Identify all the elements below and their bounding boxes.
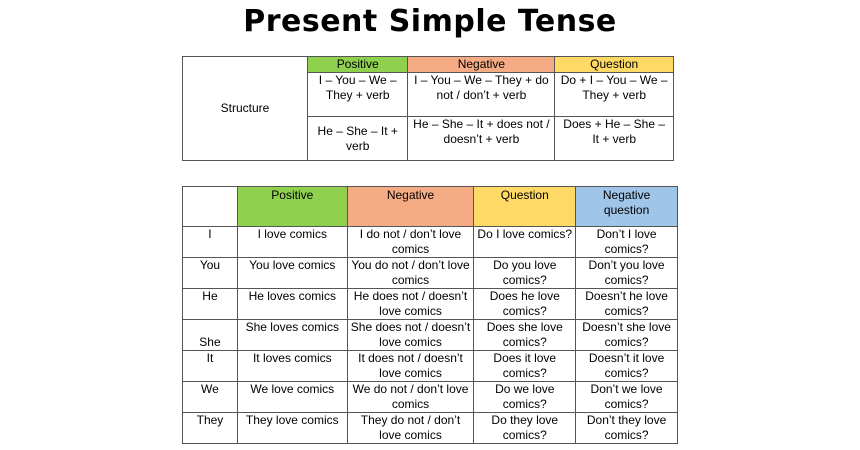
table-cell: Doesn’t she love comics? (576, 320, 678, 351)
table-row (183, 258, 678, 289)
table-row (183, 227, 678, 258)
pronoun-cell: He (183, 289, 238, 320)
table-row (183, 320, 678, 351)
table-cell: Don’t we love comics? (576, 382, 678, 413)
structure-header-row (183, 57, 674, 73)
table-row (183, 289, 678, 320)
pronoun-cell: You (183, 258, 238, 289)
table-row (183, 413, 678, 444)
table-cell: She loves comics (237, 320, 347, 351)
structure-cell: Does + He – She – It + verb (555, 117, 674, 161)
table-cell: We love comics (237, 382, 347, 413)
structure-cell: Do + I – You – We – They + verb (555, 73, 674, 117)
structure-table (182, 56, 674, 161)
table-cell: We do not / don’t love comics (347, 382, 474, 413)
table-cell: They do not / don’t love comics (347, 413, 474, 444)
table-cell: Do we love comics? (474, 382, 576, 413)
structure-cell: I – You – We – They + do not / don’t + verb (408, 73, 555, 117)
table-row (183, 351, 678, 382)
conjugation-header-negative: Negative (347, 187, 474, 227)
pronoun-cell: She (183, 320, 238, 351)
table-cell: Does he love comics? (474, 289, 576, 320)
table-cell: Don’t you love comics? (576, 258, 678, 289)
structure-header-positive: Positive (308, 57, 408, 73)
conjugation-header-pronoun (183, 187, 238, 227)
table-cell: Don’t they love comics? (576, 413, 678, 444)
table-cell: Do you love comics? (474, 258, 576, 289)
table-cell: It loves comics (237, 351, 347, 382)
pronoun-cell: I (183, 227, 238, 258)
structure-row-label: Structure (183, 57, 308, 161)
table-cell: He loves comics (237, 289, 347, 320)
table-cell: Doesn’t he love comics? (576, 289, 678, 320)
page-title: Present Simple Tense (243, 4, 617, 39)
table-cell: Do they love comics? (474, 413, 576, 444)
conjugation-header-row (183, 187, 678, 227)
structure-cell: He – She – It + verb (308, 117, 408, 161)
pronoun-cell: It (183, 351, 238, 382)
structure-header-negative: Negative (408, 57, 555, 73)
conjugation-header-question: Question (474, 187, 576, 227)
table-cell: He does not / doesn’t love comics (347, 289, 474, 320)
table-cell: It does not / doesn’t love comics (347, 351, 474, 382)
pronoun-cell: They (183, 413, 238, 444)
table-cell: Does it love comics? (474, 351, 576, 382)
table-cell: I do not / don’t love comics (347, 227, 474, 258)
table-cell: Doesn’t it love comics? (576, 351, 678, 382)
table-row (183, 382, 678, 413)
table-cell: They love comics (237, 413, 347, 444)
conjugation-header-negative-question: Negative question (576, 187, 678, 227)
structure-header-question: Question (555, 57, 674, 73)
pronoun-cell: We (183, 382, 238, 413)
conjugation-header-positive: Positive (237, 187, 347, 227)
table-cell: Don’t I love comics? (576, 227, 678, 258)
conjugation-table (182, 186, 678, 444)
table-cell: I love comics (237, 227, 347, 258)
table-cell: You do not / don’t love comics (347, 258, 474, 289)
table-cell: Do I love comics? (474, 227, 576, 258)
table-cell: You love comics (237, 258, 347, 289)
structure-cell: I – You – We – They + verb (308, 73, 408, 117)
structure-cell: He – She – It + does not / doesn’t + verb (408, 117, 555, 161)
table-cell: Does she love comics? (474, 320, 576, 351)
table-cell: She does not / doesn’t love comics (347, 320, 474, 351)
